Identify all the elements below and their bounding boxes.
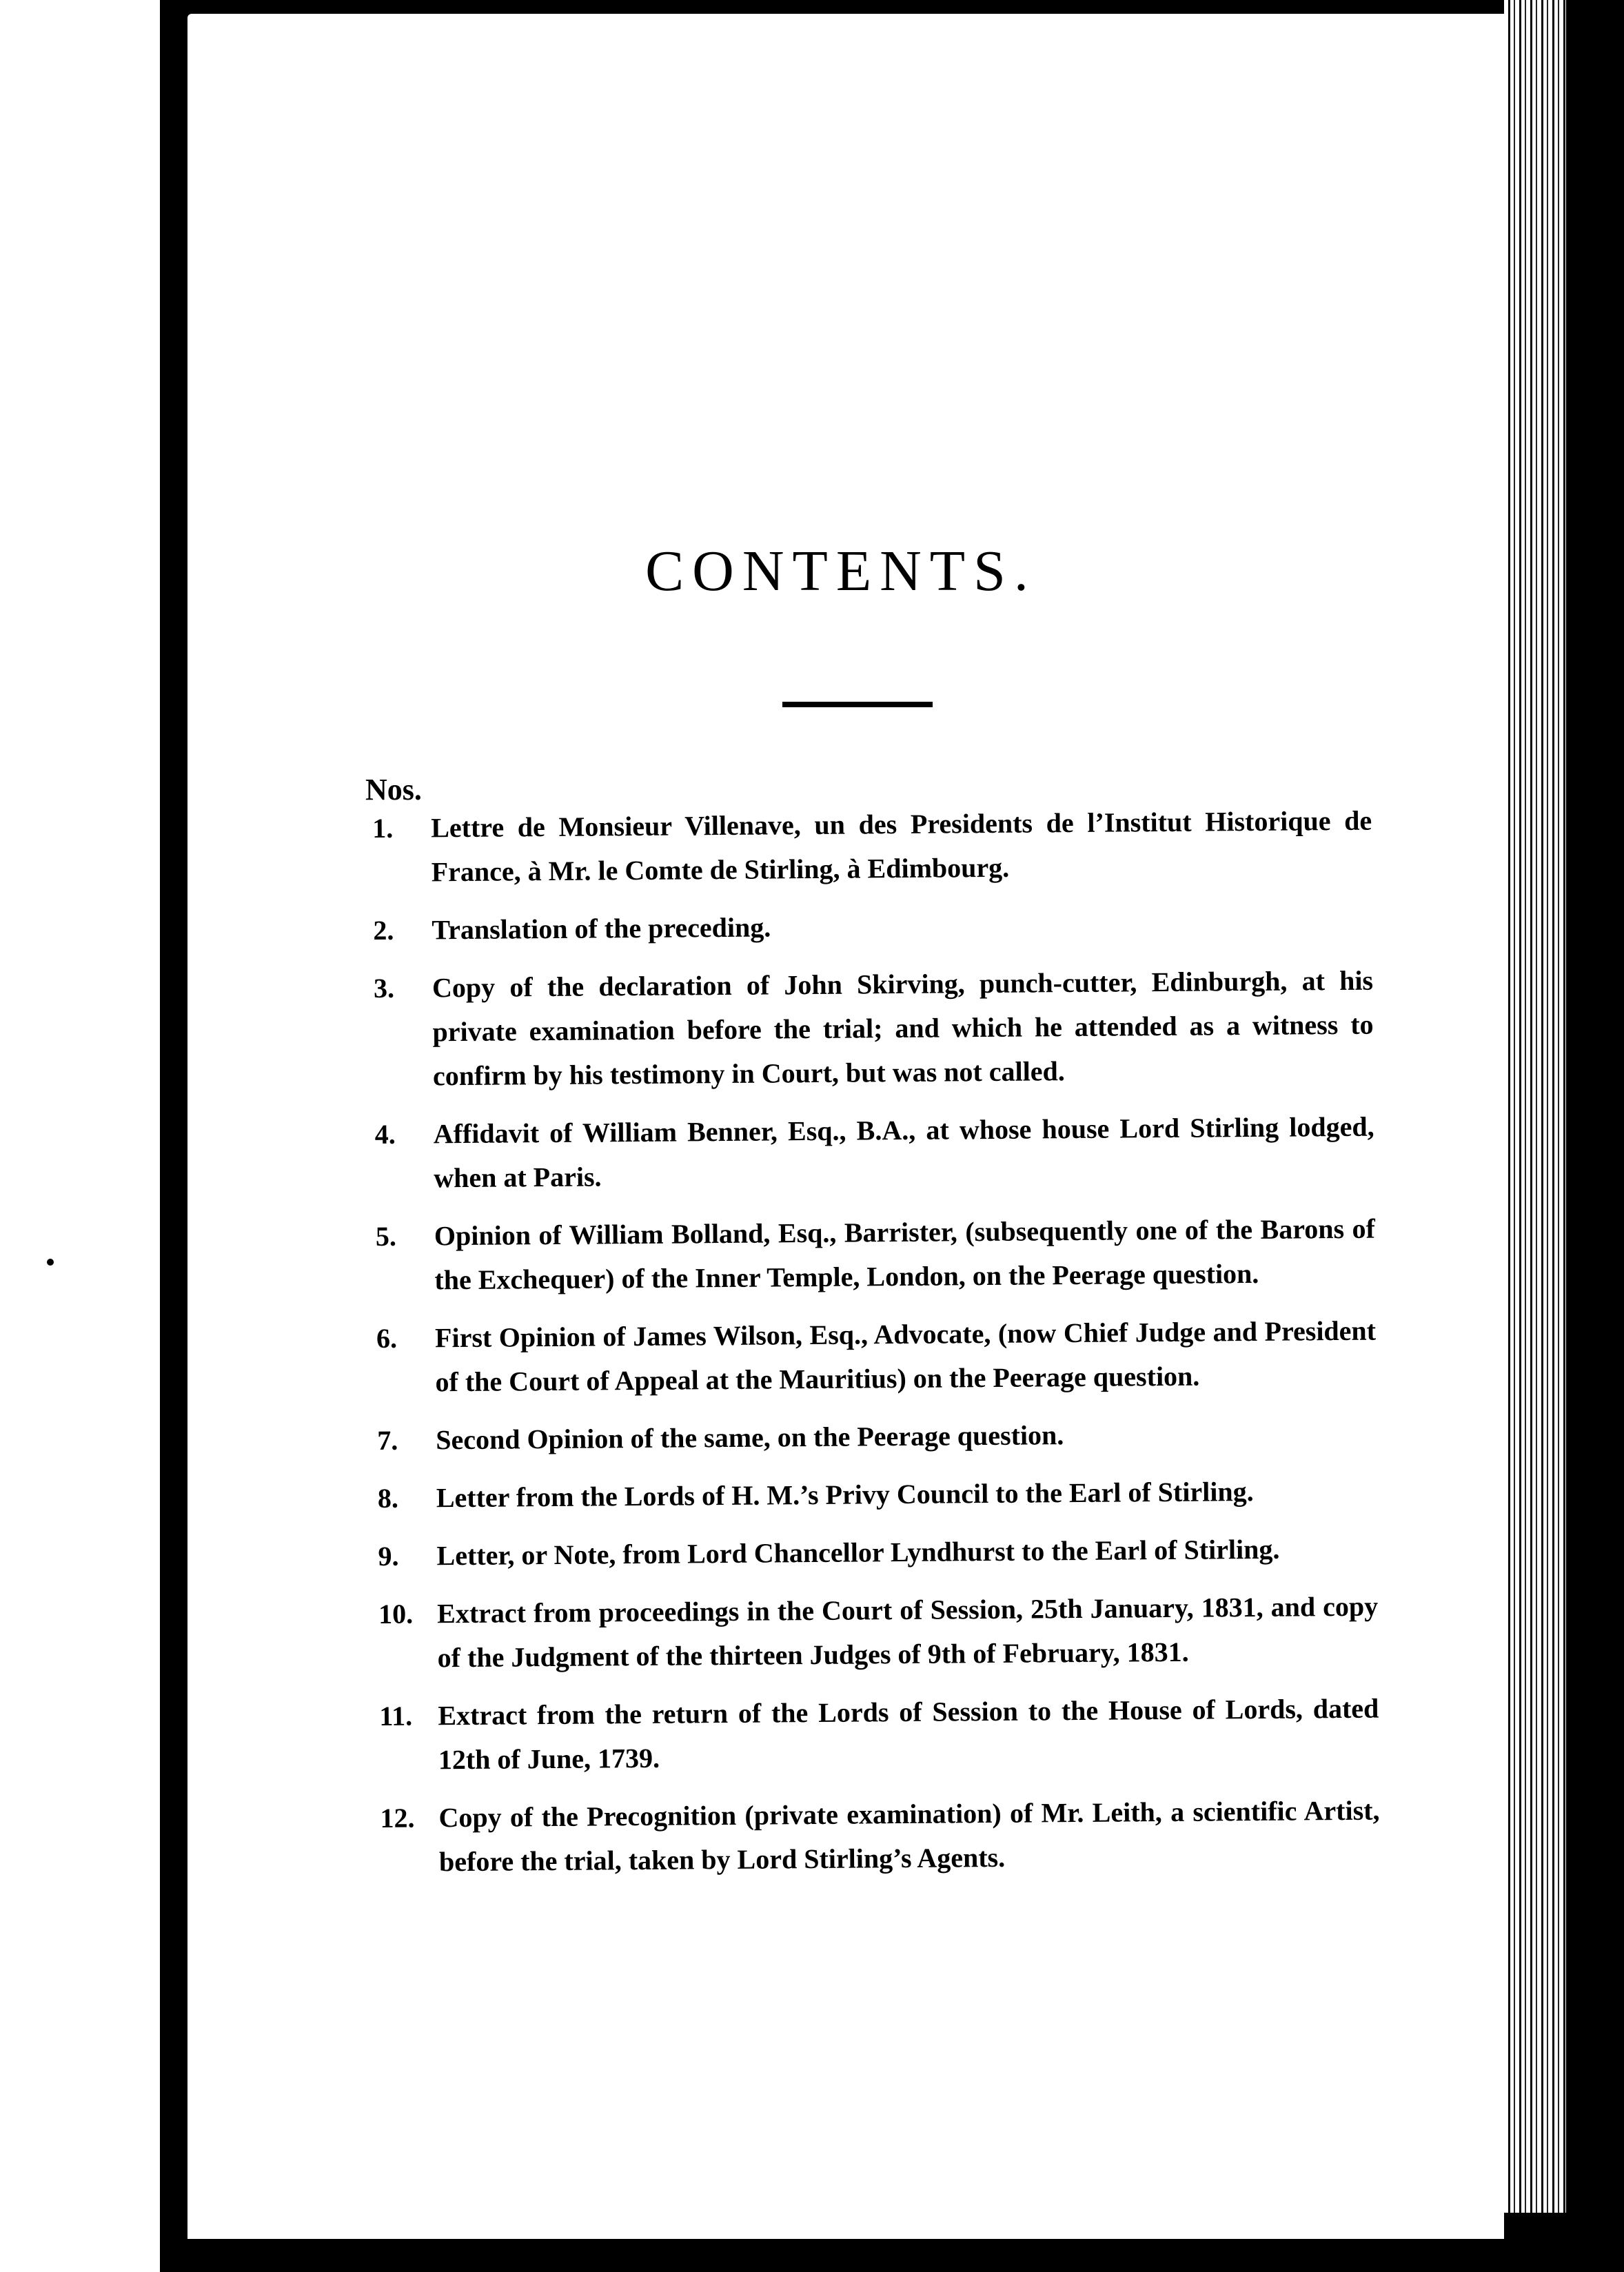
- nos-label: Nos.: [365, 773, 422, 807]
- contents-list: [372, 799, 1380, 1898]
- contents-entry: [379, 1687, 1379, 1783]
- entry-number: 10.: [378, 1598, 414, 1630]
- entry-number: 4.: [374, 1118, 396, 1150]
- entry-text: Letter, or Note, from Lord Chancellor Lyndhurst to the Earl of Stirling.: [436, 1533, 1280, 1572]
- entry-text: Copy of the Precognition (private examination) of Mr. Leith, a scientific Artist, before the trial, taken by Lord Stirling’s Agents.: [438, 1794, 1380, 1878]
- entry-text: Extract from the return of the Lords of Session to the House of Lords, dated 12th of June, 1739.: [438, 1692, 1379, 1776]
- contents-entry: [374, 959, 1374, 1099]
- entry-text: Extract from proceedings in the Court of Session, 25th January, 1831, and copy of the Judgment of the thirteen Judges of 9th of February, 1831.: [437, 1590, 1379, 1674]
- title-rule: [782, 702, 933, 707]
- entry-text: Opinion of William Bolland, Esq., Barrister, (subsequently one of the Barons of the Exchequer) of the Inner Temple, London, on the Peerage question.: [434, 1213, 1376, 1296]
- entry-text: Lettre de Monsieur Villenave, un des Presidents de l’Institut Historique de France, à Mr. le Comte de Stirling, à Edimbourg.: [431, 804, 1372, 888]
- entry-number: 5.: [375, 1220, 397, 1252]
- entry-text: First Opinion of James Wilson, Esq., Advocate, (now Chief Judge and President of the Court of Appeal at the Mauritius) on the Peerage question.: [434, 1315, 1377, 1398]
- entry-number: 1.: [372, 812, 394, 844]
- contents-entry: [378, 1469, 1377, 1521]
- entry-number: 7.: [377, 1424, 398, 1456]
- entry-number: 2.: [373, 914, 394, 946]
- entry-number: 6.: [376, 1322, 398, 1354]
- contents-entry: [376, 1309, 1377, 1405]
- entry-text: Second Opinion of the same, on the Peerage question.: [436, 1419, 1064, 1456]
- contents-entry: [378, 1527, 1377, 1579]
- contents-entry: [377, 1411, 1377, 1463]
- contents-entry: [373, 901, 1372, 953]
- left-page-margin: [0, 0, 160, 2272]
- entry-number: 8.: [377, 1482, 399, 1514]
- contents-entry: [380, 1789, 1380, 1885]
- margin-mark: [47, 1259, 54, 1266]
- contents-entry: [378, 1585, 1379, 1681]
- page-edges: [1504, 0, 1566, 2213]
- book-spine: [160, 0, 187, 2272]
- entry-text: Letter from the Lords of H. M.’s Privy Council to the Earl of Stirling.: [436, 1475, 1254, 1514]
- page-title: CONTENTS.: [645, 539, 1037, 603]
- entry-text: Affidavit of William Benner, Esq., B.A., at whose house Lord Stirling lodged, when at Paris.: [433, 1110, 1374, 1194]
- entry-text: Translation of the preceding.: [432, 911, 771, 946]
- entry-text: Copy of the declaration of John Skirving, punch-cutter, Edinburgh, at his private examination before the trial; and which he attended as a witness to confirm by his testimony in Court, but was not called.: [432, 964, 1374, 1092]
- entry-number: 11.: [379, 1700, 413, 1732]
- contents-entry: [376, 1207, 1376, 1303]
- contents-entry: [372, 799, 1372, 895]
- entry-number: 3.: [373, 972, 395, 1004]
- contents-entry: [374, 1105, 1374, 1201]
- entry-number: 12.: [380, 1802, 415, 1834]
- entry-number: 9.: [378, 1540, 399, 1572]
